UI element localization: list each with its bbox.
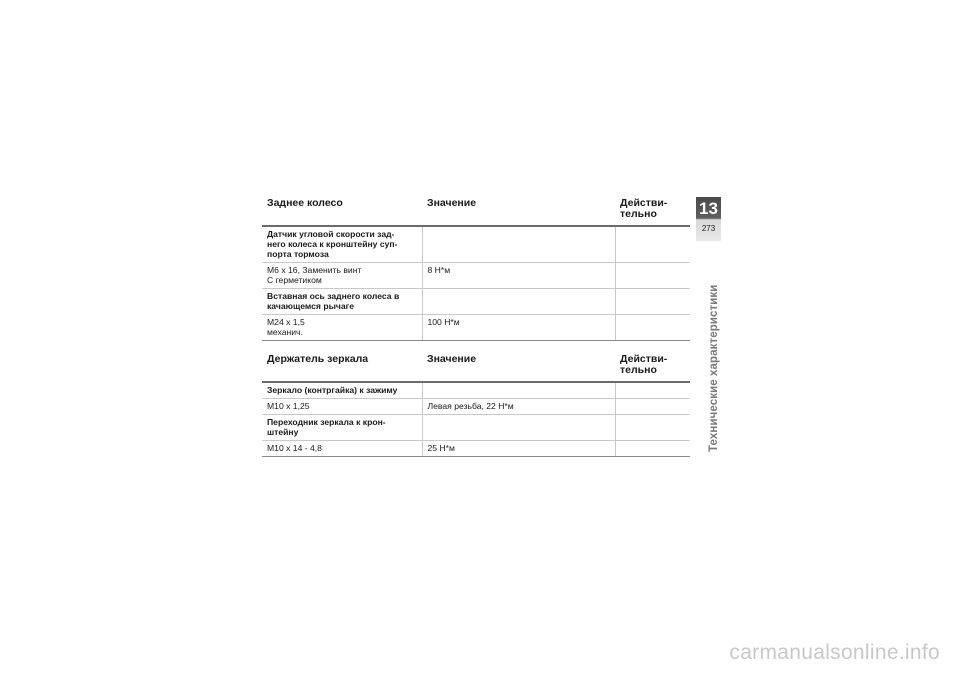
row-label-text: Зеркало (контргайка) к зажиму — [267, 385, 398, 395]
page-number: 273 — [701, 224, 716, 233]
table-header-row — [262, 193, 690, 226]
row-check — [615, 399, 690, 415]
row-spec — [262, 315, 422, 341]
row-spec-text: М6 х 16, Заменить винт С герметиком — [267, 265, 362, 285]
row-check — [615, 441, 690, 457]
row-value: Левая резьба, 22 Н*м — [422, 399, 615, 415]
table-row — [262, 441, 690, 457]
row-label — [262, 415, 422, 441]
header-valid — [615, 193, 690, 226]
row-value — [422, 226, 615, 263]
table-row — [262, 315, 690, 341]
row-spec — [262, 441, 422, 457]
row-spec — [262, 263, 422, 289]
table-row — [262, 263, 690, 289]
row-spec — [262, 399, 422, 415]
header-component: Заднее колесо — [262, 193, 422, 226]
table-spacer — [262, 341, 690, 349]
chapter-side-title: Технические характеристики — [708, 284, 720, 452]
header-value: Значение — [422, 349, 615, 382]
row-spec-text: M10 x 14 - 4,8 — [267, 443, 322, 453]
table-header-row — [262, 349, 690, 382]
row-check — [615, 289, 690, 315]
rear-wheel-table — [262, 193, 690, 341]
header-value: Значение — [422, 193, 615, 226]
chapter-tab — [696, 197, 721, 241]
row-label-text: Вставная ось заднего колеса в качающемся рычаге — [267, 291, 400, 311]
row-check — [615, 415, 690, 441]
table-row — [262, 226, 690, 263]
row-value: 8 Н*м — [422, 263, 615, 289]
row-value — [422, 382, 615, 399]
table-row — [262, 289, 690, 315]
row-check — [615, 315, 690, 341]
row-value: 100 Н*м — [422, 315, 615, 341]
row-label — [262, 226, 422, 263]
watermark: carmanualsonline.info — [729, 641, 940, 664]
table-row — [262, 382, 690, 399]
row-spec-text: М24 х 1,5 механич. — [267, 317, 305, 337]
row-label-text: Переходник зеркала к крон- штейну — [267, 417, 386, 437]
spec-document — [262, 193, 690, 457]
table-row — [262, 415, 690, 441]
chapter-number: 13 — [699, 199, 718, 218]
table-row — [262, 399, 690, 415]
row-label — [262, 382, 422, 399]
row-check — [615, 226, 690, 263]
row-value: 25 Н*м — [422, 441, 615, 457]
header-component: Держатель зеркала — [262, 349, 422, 382]
header-valid-text: Действи- тельно — [620, 197, 668, 220]
row-value — [422, 289, 615, 315]
header-valid — [615, 349, 690, 382]
row-check — [615, 263, 690, 289]
header-valid-text: Действи- тельно — [620, 353, 668, 376]
row-spec-text: M10 x 1,25 — [267, 401, 310, 411]
row-value — [422, 415, 615, 441]
mirror-holder-table — [262, 349, 690, 457]
row-label-text: Датчик угловой скорости зад- него колеса к кронштейну суп- порта тормоза — [267, 229, 398, 259]
row-check — [615, 382, 690, 399]
row-label — [262, 289, 422, 315]
